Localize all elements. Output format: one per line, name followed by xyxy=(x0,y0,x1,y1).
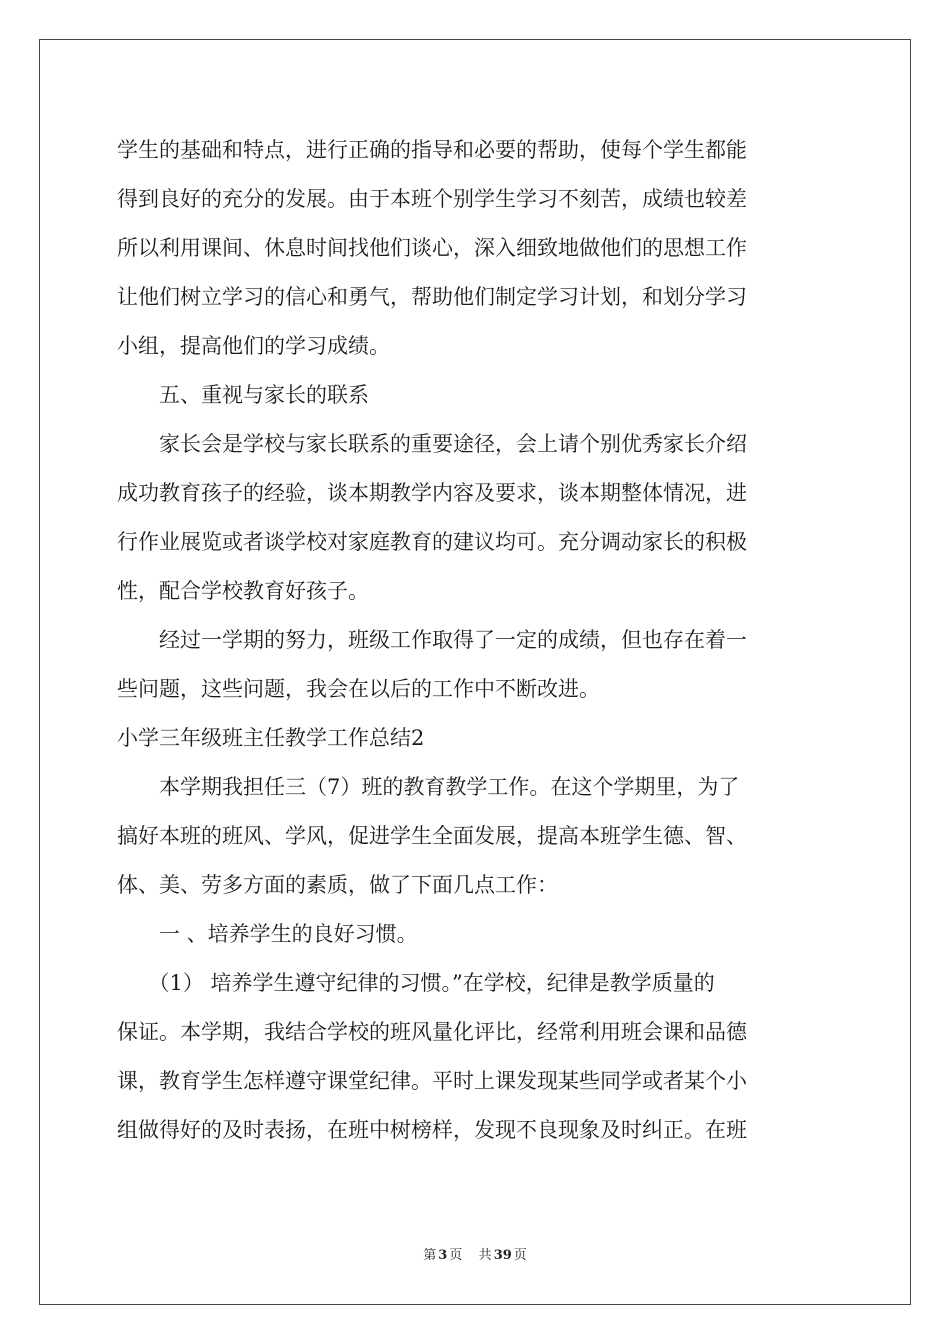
text-line: 性，配合学校教育好孩子。 xyxy=(117,579,369,603)
text-line: 组做得好的及时表扬，在班中树榜样，发现不良现象及时纠正。在班 xyxy=(117,1118,747,1142)
text-line: 本学期我担任三（7）班的教育教学工作。在这个学期里，为了 xyxy=(117,775,740,799)
text-line: 学生的基础和特点，进行正确的指导和必要的帮助，使每个学生都能 xyxy=(117,138,747,162)
footer-page-unit: 页 xyxy=(449,1248,463,1263)
footer-total-unit: 页 xyxy=(513,1248,527,1263)
document-body xyxy=(117,126,833,1155)
text-line: （1） 培养学生遵守纪律的习惯。”在学校，纪律是教学质量的 xyxy=(117,971,715,995)
section-heading: 一 、培养学生的良好习惯。 xyxy=(117,922,418,946)
text-line: 让他们树立学习的信心和勇气，帮助他们制定学习计划，和划分学习 xyxy=(117,285,747,309)
text-line: 小组，提高他们的学习成绩。 xyxy=(117,334,390,358)
text-line: 所以利用课间、休息时间找他们谈心，深入细致地做他们的思想工作 xyxy=(117,236,747,260)
text-line: 体、美、劳多方面的素质，做了下面几点工作： xyxy=(117,873,558,897)
text-line: 家长会是学校与家长联系的重要途径，会上请个别优秀家长介绍 xyxy=(117,432,747,456)
text-line: 保证。本学期，我结合学校的班风量化评比，经常利用班会课和品德 xyxy=(117,1020,747,1044)
footer-total-prefix: 共 xyxy=(478,1248,492,1263)
page-footer xyxy=(0,1244,950,1263)
text-line: 搞好本班的班风、学风，促进学生全面发展，提高本班学生德、智、 xyxy=(117,824,747,848)
current-page-number: 3 xyxy=(438,1248,448,1263)
text-line: 成功教育孩子的经验，谈本期教学内容及要求，谈本期整体情况，进 xyxy=(117,481,747,505)
text-line: 些问题，这些问题，我会在以后的工作中不断改进。 xyxy=(117,677,600,701)
footer-prefix: 第 xyxy=(423,1248,437,1263)
text-line: 经过一学期的努力，班级工作取得了一定的成绩，但也存在着一 xyxy=(117,628,747,652)
total-page-count: 39 xyxy=(493,1248,512,1263)
text-line: 行作业展览或者谈学校对家庭教育的建议均可。充分调动家长的积极 xyxy=(117,530,747,554)
document-title: 小学三年级班主任教学工作总结2 xyxy=(117,726,425,750)
text-line: 课，教育学生怎样遵守课堂纪律。平时上课发现某些同学或者某个小 xyxy=(117,1069,747,1093)
text-line: 得到良好的充分的发展。由于本班个别学生学习不刻苦，成绩也较差 xyxy=(117,187,747,211)
section-heading: 五、重视与家长的联系 xyxy=(117,383,369,407)
